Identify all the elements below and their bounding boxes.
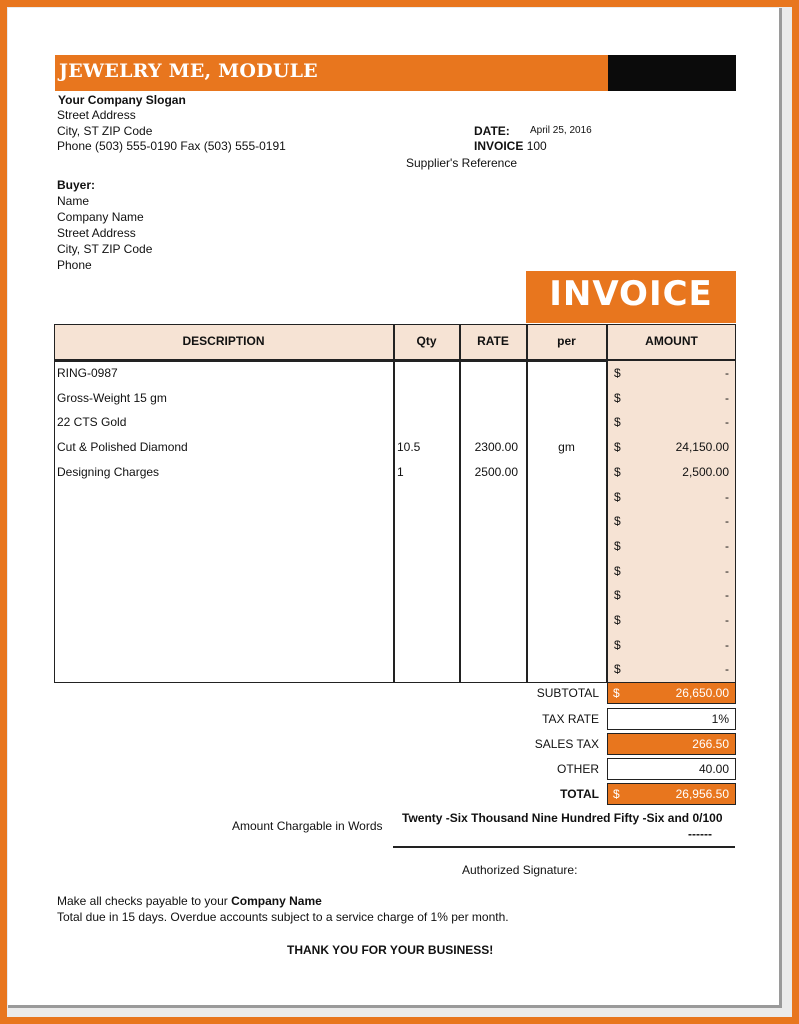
subtotal-label: SUBTOTAL (536, 686, 599, 700)
row-currency: $ (614, 490, 621, 504)
invoice-banner: INVOICE (549, 274, 713, 314)
row-amount: - (725, 662, 729, 676)
amount-in-words-value: Twenty -Six Thousand Nine Hundred Fifty -Six and 0/100 (402, 811, 723, 825)
company-title: JEWELRY ME, MODULE (59, 60, 318, 82)
thank-you-note: THANK YOU FOR YOUR BUSINESS! (287, 943, 494, 957)
total-label: TOTAL (560, 787, 599, 801)
row-amount: - (725, 366, 729, 380)
header-description: DESCRIPTION (182, 334, 265, 348)
title-bar-black-block (608, 55, 736, 91)
date-value: April 25, 2016 (530, 125, 592, 136)
row-amount: - (725, 588, 729, 602)
body-divider-amount (606, 361, 608, 683)
row-currency: $ (614, 638, 621, 652)
checks-note-company: Company Name (231, 894, 322, 908)
row-currency: $ (614, 613, 621, 627)
other-box (607, 758, 736, 780)
supplier-reference: Supplier's Reference (406, 156, 518, 170)
row-currency: $ (614, 564, 621, 578)
row-qty: 10.5 (397, 440, 421, 454)
row-currency: $ (614, 440, 621, 454)
header-rate: RATE (477, 334, 509, 348)
tax-rate-value: 1% (711, 712, 729, 726)
sales-tax-value: 266.50 (692, 737, 729, 751)
amount-column-fill (607, 361, 735, 682)
row-amount: - (725, 613, 729, 627)
row-amount: - (725, 539, 729, 553)
row-description: Gross-Weight 15 gm (57, 391, 167, 405)
row-description: RING-0987 (57, 366, 118, 380)
total-value: 26,956.50 (675, 787, 729, 801)
row-amount: - (725, 638, 729, 652)
buyer-company: Company Name (57, 210, 144, 224)
body-divider-qty (393, 361, 395, 683)
subtotal-currency: $ (613, 686, 620, 700)
sales-tax-box (607, 733, 736, 755)
buyer-label: Buyer: (57, 178, 96, 192)
checks-note (57, 893, 322, 909)
row-currency: $ (614, 514, 621, 528)
signature-line (393, 846, 735, 848)
buyer-phone: Phone (57, 258, 92, 272)
company-street: Street Address (57, 108, 136, 122)
buyer-city: City, ST ZIP Code (57, 242, 153, 256)
row-amount: - (725, 490, 729, 504)
row-description: Cut & Polished Diamond (57, 440, 188, 454)
row-amount: - (725, 564, 729, 578)
amount-in-words-dashes: ------ (688, 827, 712, 841)
tax-rate-box (607, 708, 736, 730)
buyer-name: Name (57, 194, 90, 208)
amount-in-words-label: Amount Chargable in Words (232, 819, 383, 833)
tax-rate-label: TAX RATE (542, 712, 599, 726)
row-rate: 2500.00 (474, 465, 518, 479)
body-divider-rate (459, 361, 461, 683)
company-slogan: Your Company Slogan (58, 93, 186, 107)
checks-note-prefix: Make all checks payable to your (57, 894, 232, 908)
header-per: per (557, 334, 576, 348)
other-label: OTHER (557, 762, 599, 776)
company-city: City, ST ZIP Code (57, 124, 153, 138)
row-currency: $ (614, 366, 621, 380)
row-qty: 1 (397, 465, 404, 479)
row-description: Designing Charges (57, 465, 160, 479)
date-label: DATE: (474, 124, 510, 138)
other-value: 40.00 (698, 762, 729, 776)
payment-terms: Total due in 15 days. Overdue accounts subject to a service charge of 1% per month. (57, 910, 509, 924)
buyer-street: Street Address (57, 226, 136, 240)
total-currency: $ (613, 787, 620, 801)
row-currency: $ (614, 539, 621, 553)
header-amount: AMOUNT (645, 334, 698, 348)
header-qty: Qty (416, 334, 437, 348)
invoice-number-value: 100 (526, 139, 547, 153)
row-description: 22 CTS Gold (57, 415, 127, 429)
row-currency: $ (614, 415, 621, 429)
row-currency: $ (614, 588, 621, 602)
subtotal-box (607, 682, 736, 704)
sales-tax-label: SALES TAX (534, 737, 599, 751)
row-amount: - (725, 415, 729, 429)
body-divider-per (526, 361, 528, 683)
row-currency: $ (614, 465, 621, 479)
row-amount: 24,150.00 (675, 440, 729, 454)
subtotal-value: 26,650.00 (675, 686, 729, 700)
row-per: gm (558, 440, 575, 454)
company-phone-fax: Phone (503) 555-0190 Fax (503) 555-0191 (57, 139, 286, 153)
total-box (607, 783, 736, 805)
invoice-number-label: INVOICE (474, 139, 524, 153)
authorized-signature-label: Authorized Signature: (462, 863, 578, 877)
row-amount: - (725, 514, 729, 528)
row-rate: 2300.00 (474, 440, 518, 454)
row-currency: $ (614, 662, 621, 676)
row-amount: - (725, 391, 729, 405)
row-currency: $ (614, 391, 621, 405)
row-amount: 2,500.00 (682, 465, 729, 479)
